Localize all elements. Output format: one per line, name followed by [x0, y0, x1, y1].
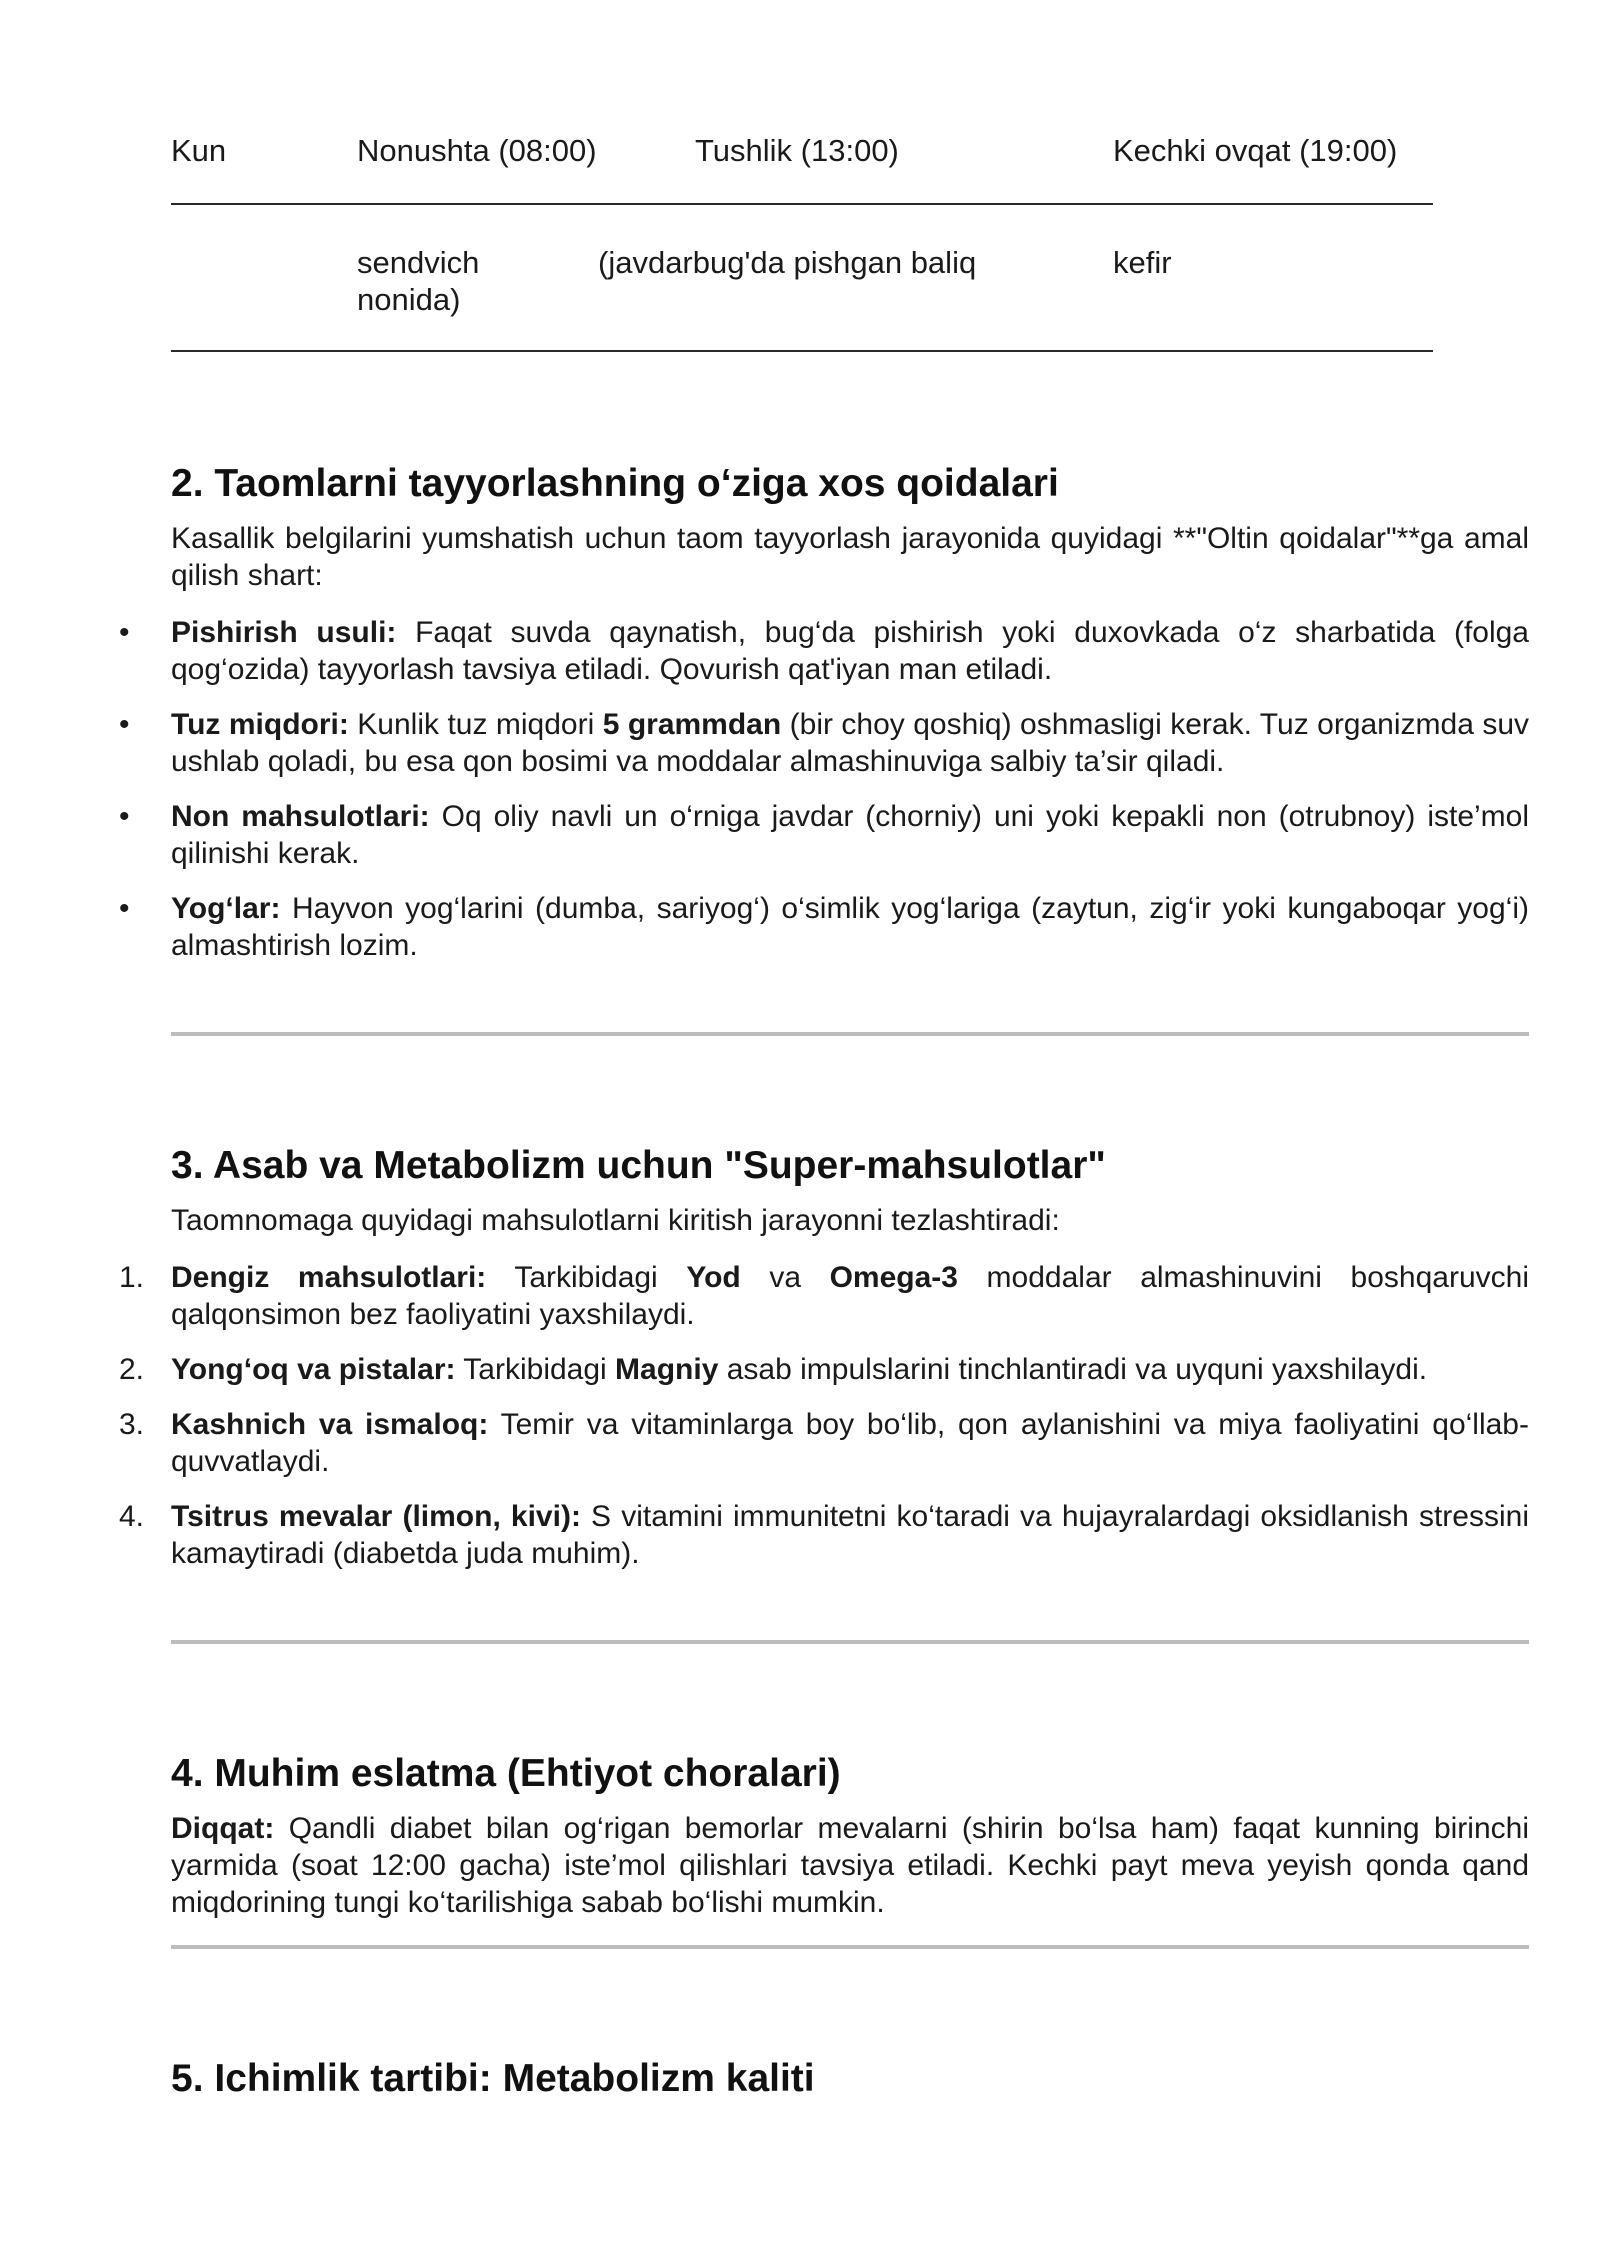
section-4-title: 4. Muhim eslatma (Ehtiyot choralari): [171, 1752, 841, 1795]
table-header-breakfast: Nonushta (08:00): [357, 133, 597, 168]
warning-text: Qandli diabet bilan og‘rigan bemorlar mevalarni (shirin bo‘lsa ham) faqat kunning birinchi yarmida (soat 12:00 gacha) iste’mol qilishlari tavsiya etiladi. Kechki payt meva yeyish qonda qand miqdorining tungi ko‘tarilishiga sabab bo‘lishi mumkin.: [171, 1812, 1529, 1919]
item-text: S vitamini immunitetni ko‘taradi va hujayralardagi oksidlanish stressini kamaytiradi (diabetda juda muhim).: [171, 1500, 1529, 1570]
section-4-body: [171, 1810, 1529, 1921]
item-text: Faqat suvda qaynatish, bug‘da pishirish yoki duxovkada o‘z sharbatida (folga qog‘ozida) tayyorlash tavsiya etiladi. Qovurish qat'iyan man etiladi.: [171, 616, 1529, 686]
item-label: Tsitrus mevalar (limon, kivi):: [171, 1500, 581, 1533]
section-3-intro: Taomnomaga quyidagi mahsulotlarni kiritish jarayonni tezlashtiradi:: [171, 1204, 1060, 1237]
item-label: Kashnich va ismaloq:: [171, 1408, 489, 1441]
item-number: 4.: [119, 1500, 145, 1533]
table-cell-dinner: kefir: [1113, 245, 1172, 280]
breakfast-line-1: sendvich: [357, 245, 480, 280]
section-2-intro: Kasallik belgilarini yumshatish uchun taom tayyorlash jarayonida quyidagi **"Oltin qoidalar"**ga amal qilish shart:: [171, 522, 1529, 592]
section-3-title: 3. Asab va Metabolizm uchun "Super-mahsulotlar": [171, 1144, 1106, 1187]
cooking-rules-list: [119, 614, 1530, 964]
table-header-dinner: Kechki ovqat (19:00): [1113, 133, 1398, 168]
table-header-row: [171, 128, 1433, 204]
item-number: 1.: [119, 1261, 145, 1294]
list-item: [119, 706, 1530, 780]
list-item: [119, 798, 1530, 872]
table-rule-bottom: [171, 350, 1433, 352]
item-label: Yog‘lar:: [171, 892, 281, 925]
list-item: [119, 1406, 1529, 1480]
section-super-foods: [119, 1142, 1529, 1572]
section-5-title: 5. Ichimlik tartibi: Metabolizm kaliti: [171, 2057, 815, 2100]
meal-table: [171, 128, 1433, 324]
list-item: [119, 1498, 1529, 1572]
table-cell-lunch: (javdarbug'da pishgan baliq: [598, 245, 977, 280]
section-divider: [171, 1032, 1529, 1036]
item-emphasis: Omega-3: [829, 1261, 958, 1294]
item-text: va: [740, 1261, 830, 1294]
item-emphasis: 5 grammdan: [602, 708, 782, 741]
item-text: Oq oliy navli un o‘rniga javdar (chorniy) uni yoki kepakli non (otrubnoy) iste’mol qilinishi kerak.: [171, 800, 1530, 870]
item-text: (bir choy qoshiq) oshmasligi kerak. Tuz organizmda suv ushlab qoladi, bu esa qon bosimi va moddalar almashinuviga salbiy ta’sir qiladi.: [171, 708, 1530, 778]
super-foods-list: [119, 1259, 1529, 1572]
list-item: [119, 1259, 1529, 1333]
list-item: [119, 1351, 1529, 1388]
section-divider: [171, 1640, 1529, 1644]
section-2-title: 2. Taomlarni tayyorlashning o‘ziga xos qoidalari: [171, 462, 1059, 505]
item-label: Non mahsulotlari:: [171, 800, 430, 833]
item-text: Temir va vitaminlarga boy bo‘lib, qon aylanishini va miya faoliyatini qo‘llab-quvvatlaydi.: [171, 1408, 1529, 1478]
bullet-icon: •: [119, 892, 130, 925]
warning-label: Diqqat:: [171, 1812, 275, 1845]
item-text: Hayvon yog‘larini (dumba, sariyog‘) o‘simlik yog‘lariga (zaytun, zig‘ir yoki kungaboqar yog‘i) almashtirish lozim.: [171, 892, 1529, 962]
section-cooking-rules: [119, 460, 1530, 964]
table-rule-header: [171, 203, 1433, 205]
item-text: asab impulslarini tinchlantiradi va uyquni yaxshilaydi.: [718, 1353, 1428, 1386]
item-label: Yong‘oq va pistalar:: [171, 1353, 456, 1386]
list-item: [119, 890, 1529, 964]
bullet-icon: •: [119, 800, 130, 833]
bullet-icon: •: [119, 708, 130, 741]
section-drinking-regime: [171, 2055, 1529, 2103]
item-label: Tuz miqdori:: [171, 708, 349, 741]
item-text: Tarkibidagi: [455, 1353, 616, 1386]
section-important-note: [171, 1750, 1529, 1921]
breakfast-line-2: nonida): [357, 282, 461, 317]
table-row: [171, 204, 1433, 324]
item-text: moddalar almashinuvini boshqaruvchi qalqonsimon bez faoliyatini yaxshilaydi.: [171, 1261, 1529, 1331]
item-text: Kunlik tuz miqdori: [348, 708, 603, 741]
item-number: 2.: [119, 1353, 145, 1386]
section-divider: [171, 1945, 1529, 1949]
table-header-day: Kun: [171, 133, 227, 168]
item-text: Tarkibidagi: [486, 1261, 687, 1294]
item-label: Dengiz mahsulotlari:: [171, 1261, 487, 1294]
table-header-lunch: Tushlik (13:00): [695, 133, 899, 168]
item-label: Pishirish usuli:: [171, 616, 397, 649]
table-cell-breakfast: [357, 244, 479, 318]
list-item: [119, 614, 1529, 688]
item-number: 3.: [119, 1408, 145, 1441]
item-emphasis: Yod: [686, 1261, 741, 1294]
bullet-icon: •: [119, 616, 130, 649]
item-emphasis: Magniy: [615, 1353, 719, 1386]
